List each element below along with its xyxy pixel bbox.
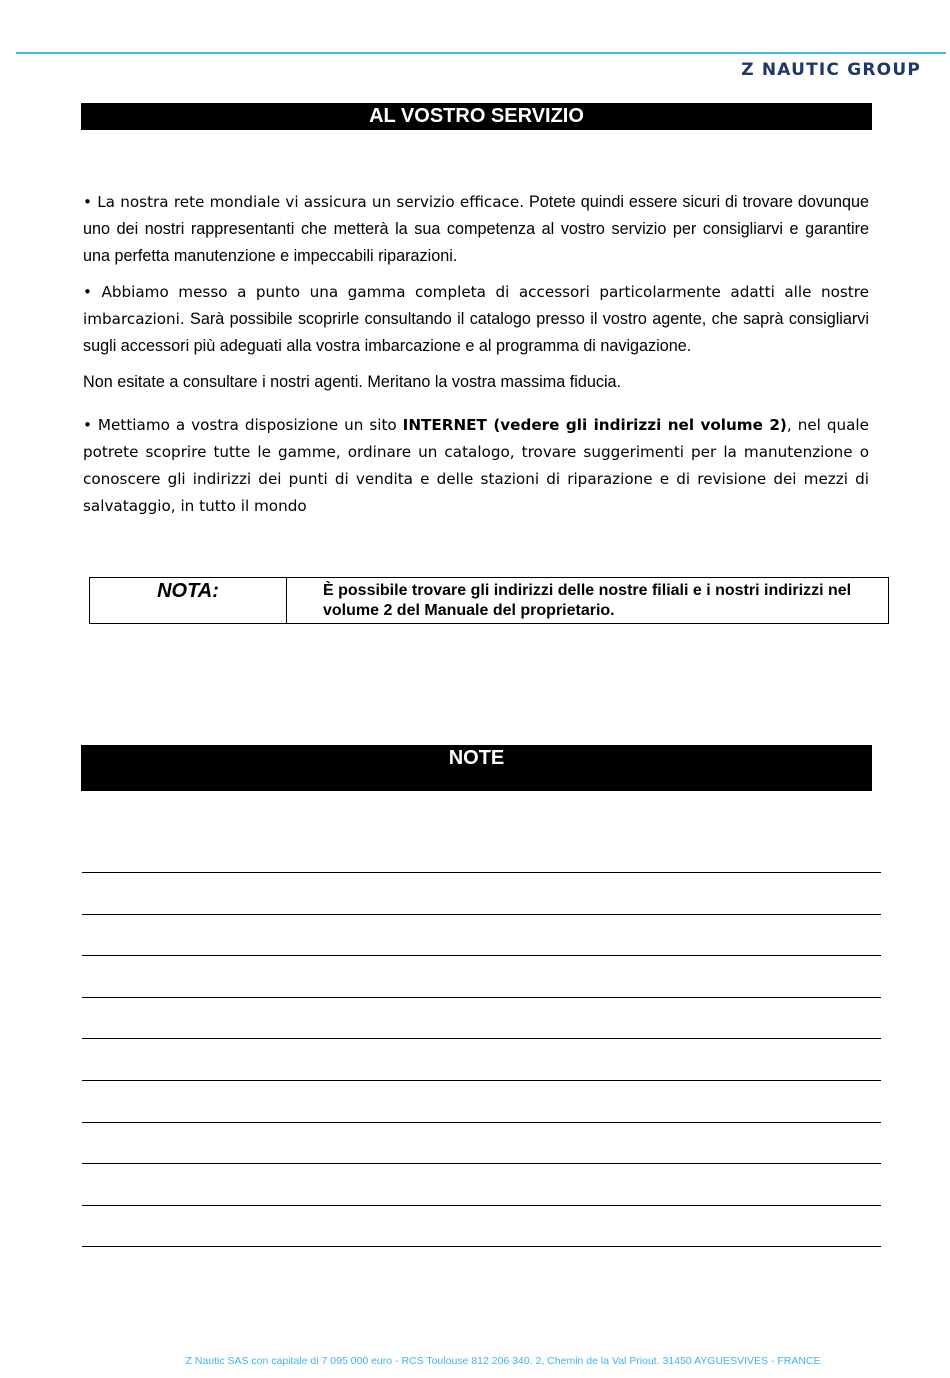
note-line bbox=[82, 1163, 881, 1205]
paragraph-network-rest: Potete quindi essere sicuri di trovare dovunque uno dei nostri rappresentanti che metterà la sua competenza al vostro servizio per consigliarvi e garantire una perfetta manutenzione e impeccabili riparazioni. bbox=[83, 193, 869, 265]
nota-label: NOTA: bbox=[90, 578, 287, 623]
note-line bbox=[82, 955, 881, 997]
nota-text: È possibile trovare gli indirizzi delle nostre filiali e i nostri indirizzi nel volume 2 del Manuale del proprietario. bbox=[323, 582, 852, 619]
internet-reference: INTERNET (vedere gli indirizzi nel volume 2) bbox=[402, 416, 787, 434]
paragraph-network bbox=[83, 189, 869, 270]
section-title-notes: NOTE bbox=[81, 745, 872, 791]
note-line bbox=[82, 997, 881, 1039]
note-line bbox=[82, 914, 881, 956]
note-line bbox=[82, 1080, 881, 1122]
paragraph-internet bbox=[83, 412, 869, 520]
note-line bbox=[82, 1246, 881, 1288]
paragraph-network-bullet: • La nostra rete mondiale vi assicura un servizio efficace. bbox=[83, 193, 525, 211]
paragraph-internet-start: • Mettiamo a vostra disposizione un sito bbox=[83, 416, 403, 434]
paragraph-accessories-rest: Sarà possibile scoprirle consultando il catalogo presso il vostro agente, che saprà consigliarvi sugli accessori più adeguati alla vostra imbarcazione e al programma di navigazione. bbox=[83, 310, 869, 355]
note-line bbox=[82, 1205, 881, 1247]
paragraph-internet-end: , nel quale potrete scoprire tutte le gamme, ordinare un catalogo, trovare suggerimenti per la manutenzione o conoscere gli indirizzi dei punti di vendita e delle stazioni di riparazione e di revisione dei mezzi di salvataggio, in tutto il mondo bbox=[83, 416, 869, 515]
paragraph-agents: Non esitate a consultare i nostri agenti. Meritano la vostra massima fiducia. bbox=[83, 373, 622, 391]
paragraph-accessories bbox=[83, 279, 869, 360]
note-line bbox=[82, 1122, 881, 1164]
note-lines bbox=[82, 872, 881, 1288]
section-title-service: AL VOSTRO SERVIZIO bbox=[81, 103, 872, 130]
note-line bbox=[82, 1038, 881, 1080]
footer-legal: Z Nautic SAS con capitale di 7 095 000 euro - RCS Toulouse 812 206 340. 2, Chemin de la Val Priout. 31450 AYGUESVIVES - FRANCE bbox=[185, 1355, 821, 1367]
header-divider bbox=[16, 52, 946, 54]
brand-logo: Z NAUTIC GROUP bbox=[741, 60, 921, 80]
paragraph-accessories-bullet: • Abbiamo messo a punto una gamma completa di accessori particolarmente adatti alle nostre imbarcazioni. bbox=[83, 283, 869, 328]
note-line bbox=[82, 872, 881, 914]
nota-box bbox=[89, 577, 889, 624]
